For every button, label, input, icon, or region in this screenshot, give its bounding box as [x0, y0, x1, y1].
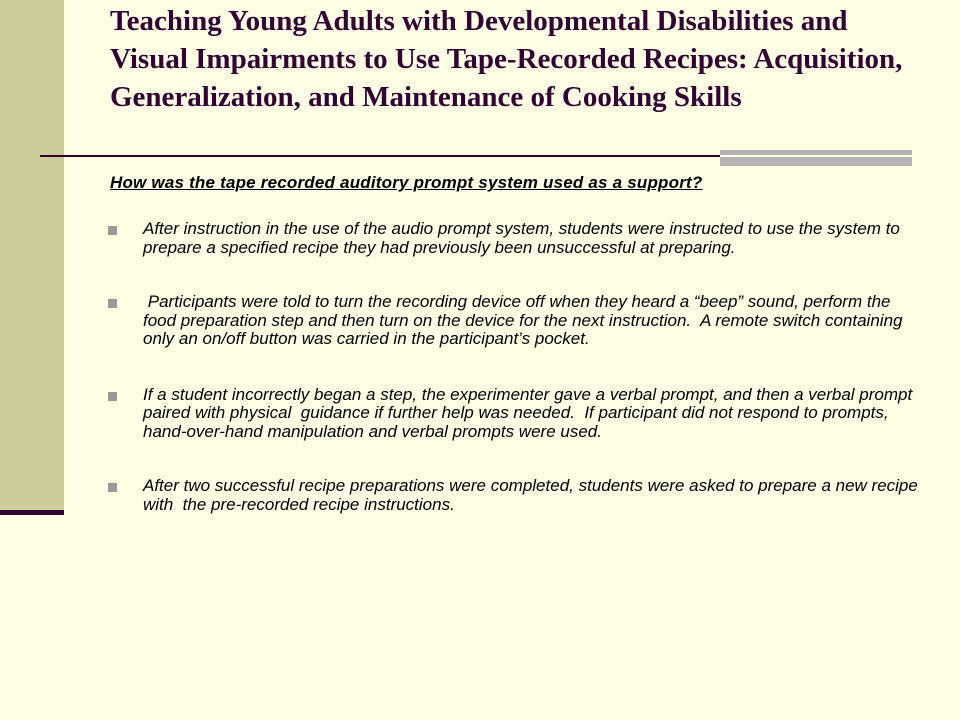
bullet-text: Participants were told to turn the recording device off when they heard a “beep” sound, perform the food preparation step and then turn on the device for the next instruction. A remote switch containing only an on/off button was carried in the participant’s pocket.	[143, 292, 908, 348]
slide-title: Teaching Young Adults with Developmental Disabilities and Visual Impairments to Use Tape-Recorded Recipes: Acquisition, Generalization, and Maintenance of Cooking Skills	[110, 5, 903, 113]
square-bullet-icon	[108, 226, 117, 235]
bullet-list	[108, 220, 928, 550]
bullet-text: If a student incorrectly began a step, the experimenter gave a verbal prompt, and then a verbal prompt paired with physical guidance if further help was needed. If participant did not respond to prompts, hand-over-hand manipulation and verbal prompts were used.	[143, 384, 917, 441]
square-bullet-icon	[108, 392, 117, 401]
bullet-item	[108, 293, 928, 349]
bullet-item	[108, 477, 928, 514]
bullet-item	[108, 220, 928, 257]
square-bullet-icon	[108, 483, 117, 492]
bullet-text: After two successful recipe preparations were completed, students were asked to prepare a new recipe with the pre-recorded recipe instructions.	[143, 476, 928, 514]
bullet-text: After instruction in the use of the audio prompt system, students were instructed to use the system to prepare a specified recipe they had previously been unsuccessful at preparing.	[143, 219, 900, 257]
square-bullet-icon	[108, 299, 117, 308]
bullet-item	[108, 386, 928, 442]
left-bar-bottom-edge	[0, 510, 64, 515]
slide-subtitle: How was the tape recorded auditory prompt system used as a support?	[110, 173, 703, 192]
title-divider-accent	[720, 150, 912, 166]
title-divider-accent-gap	[720, 155, 912, 157]
left-decorative-bar	[0, 0, 64, 510]
